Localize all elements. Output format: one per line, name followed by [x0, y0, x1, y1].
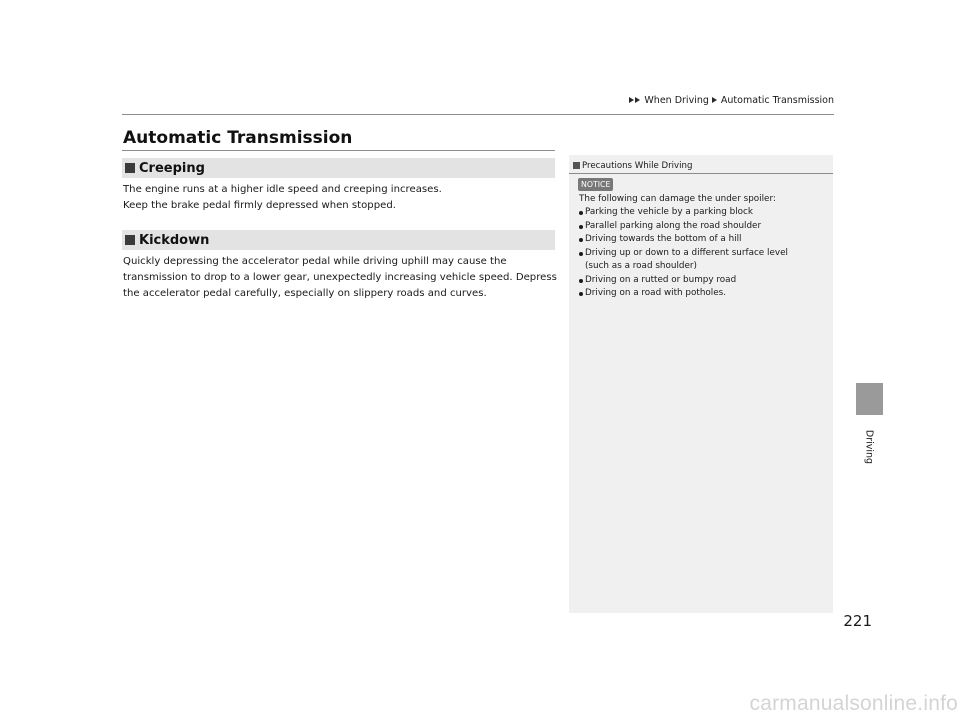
- list-item: [579, 233, 788, 247]
- paragraph-line: Quickly depressing the accelerator pedal while driving uphill may cause the: [123, 256, 507, 267]
- section-heading-kickdown: [122, 230, 555, 250]
- side-panel-header: [569, 158, 833, 174]
- square-bullet-icon: [125, 163, 135, 173]
- bullet-icon: [579, 211, 583, 215]
- bullet-icon: [579, 238, 583, 242]
- section-heading-creeping: [122, 158, 555, 178]
- breadcrumb-current: Automatic Transmission: [720, 94, 834, 106]
- paragraph-line: The engine runs at a higher idle speed and creeping increases.: [123, 184, 442, 195]
- header-divider: [122, 114, 834, 115]
- list-item-text: Driving towards the bottom of a hill: [585, 234, 742, 244]
- section-heading-label: Creeping: [139, 160, 205, 176]
- page-title: Automatic Transmission: [123, 128, 353, 148]
- bullet-icon: [579, 279, 583, 283]
- reference-marker-icon: [573, 162, 580, 169]
- list-item: [579, 220, 788, 234]
- watermark: carmanualsonline.info: [749, 692, 958, 715]
- side-note-panel: [569, 155, 833, 613]
- chapter-tab-marker[interactable]: [856, 383, 883, 415]
- title-divider: [122, 150, 555, 151]
- bullet-icon: [579, 252, 583, 256]
- list-item: [579, 274, 788, 288]
- precautions-list: [579, 206, 788, 301]
- breadcrumb-arrow-icon: [635, 97, 640, 103]
- list-item-text: (such as a road shoulder): [585, 261, 697, 271]
- paragraph-line: the accelerator pedal carefully, especially on slippery roads and curves.: [123, 288, 487, 299]
- kickdown-paragraph: [123, 254, 559, 302]
- list-item-text: Driving on a rutted or bumpy road: [585, 274, 737, 285]
- breadcrumb-arrow-icon: [712, 97, 717, 103]
- breadcrumb-arrow-icon: [629, 97, 634, 103]
- creeping-paragraph: [123, 182, 559, 214]
- list-item-text: Driving up or down to a different surface level: [585, 247, 788, 258]
- breadcrumb-parent-link[interactable]: When Driving: [644, 94, 709, 106]
- list-item: [579, 247, 788, 274]
- list-item: [579, 287, 788, 301]
- side-panel-title[interactable]: Precautions While Driving: [582, 160, 693, 171]
- section-heading-label: Kickdown: [139, 232, 210, 248]
- list-item-text: Driving on a road with potholes.: [585, 288, 727, 298]
- list-item: [579, 206, 788, 220]
- breadcrumb: [612, 94, 834, 106]
- side-panel-intro: The following can damage the under spoiler:: [579, 194, 776, 204]
- bullet-icon: [579, 292, 583, 296]
- page-number: 221: [843, 612, 872, 630]
- paragraph-line: transmission to drop to a lower gear, unexpectedly increasing vehicle speed. Depress: [123, 272, 557, 283]
- list-item-text: Parallel parking along the road shoulder: [585, 220, 762, 231]
- chapter-tab-label[interactable]: Driving: [863, 429, 875, 465]
- notice-badge: NOTICE: [578, 178, 613, 191]
- bullet-icon: [579, 225, 583, 229]
- paragraph-line: Keep the brake pedal firmly depressed when stopped.: [123, 200, 396, 211]
- list-item-text: Parking the vehicle by a parking block: [585, 207, 753, 217]
- square-bullet-icon: [125, 235, 135, 245]
